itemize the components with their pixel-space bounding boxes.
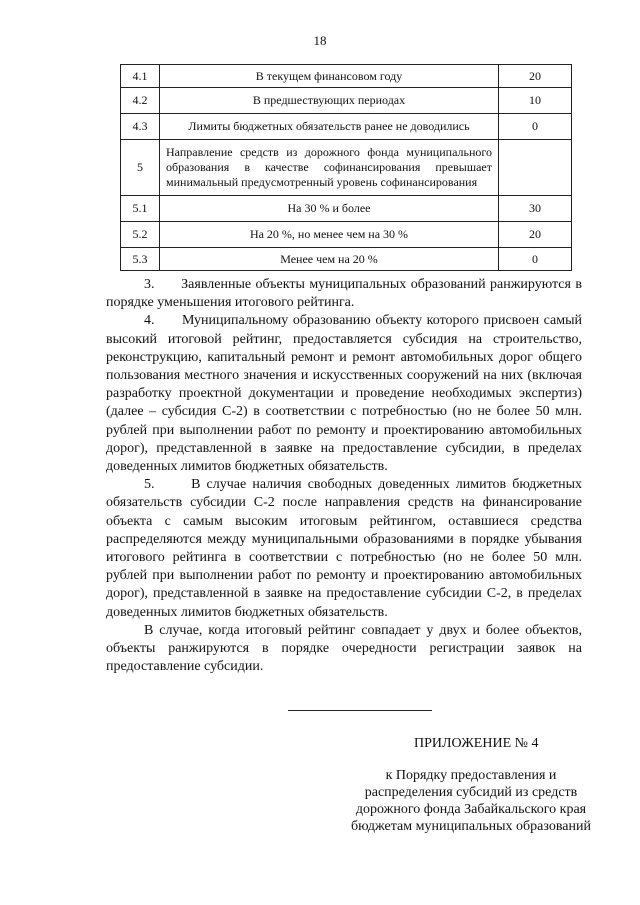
row-score: 0 (499, 248, 572, 271)
section-divider (288, 710, 432, 711)
paragraph-4: 4. Муниципальному образованию объекту которого присвоен самый высокий итоговой рейтинг, предоставляется субсидия на строительство, реконструкцию, капитальный ремонт и ремонт автомобильных дорог общего пользования местного значения и искусственных сооружений на них (включая разработку проектной документации и проведение необходимых экспертиз) (далее – субсидия С-2) в соответствии с потребностью (но не более 50 млн. рублей при выполнении работ по ремонту и проектированию автомобильных дорог), представленной в заявке на предоставление субсидии, в пределах доведенных лимитов бюджетных обязательств. (106, 313, 582, 475)
table-row (121, 222, 572, 248)
row-description: Лимиты бюджетных обязательств ранее не доводились (160, 114, 499, 140)
table-row (121, 65, 572, 88)
row-score (499, 140, 572, 196)
page-number: 18 (313, 33, 327, 48)
paragraph-5: 5. В случае наличия свободных доведенных лимитов бюджетных обязательств субсидии С-2 после направления средств на финансирование объекта с самым высоким итоговым рейтингом, оставшиеся средства распределяются между муниципальными образованиями в порядке убывания итогового рейтинга в соответствии с потребностью (но не более 50 млн. рублей при выполнении работ по ремонту и проектированию автомобильных дорог), представленной в заявке на предоставление субсидии С-2, в пределах доведенных лимитов бюджетных обязательств. (106, 477, 582, 620)
table-row (121, 248, 572, 271)
row-number: 5.1 (121, 196, 160, 222)
row-number: 5.2 (121, 222, 160, 248)
appendix-line: к Порядку предоставления и (385, 768, 557, 783)
row-description: Менее чем на 20 % (160, 248, 499, 271)
paragraph-3: 3. Заявленные объекты муниципальных образований ранжируются в порядке уменьшения итогового рейтинга. (106, 277, 582, 311)
row-description: В текущем финансовом году (160, 65, 499, 88)
table-row (121, 114, 572, 140)
row-number: 5.3 (121, 248, 160, 271)
table-row (121, 140, 572, 196)
body-text (106, 276, 582, 676)
row-score: 30 (499, 196, 572, 222)
row-description: На 20 %, но менее чем на 30 % (160, 222, 499, 248)
row-score: 20 (499, 65, 572, 88)
appendix-reference (340, 767, 602, 835)
appendix-title: ПРИЛОЖЕНИЕ № 4 (414, 736, 539, 751)
criteria-table (120, 64, 572, 271)
appendix-line: дорожного фонда Забайкальского края (355, 802, 587, 817)
appendix-line: распределения субсидий из средств (364, 785, 578, 800)
appendix-line: бюджетам муниципальных образований (351, 819, 591, 834)
table-row (121, 196, 572, 222)
row-description: На 30 % и более (160, 196, 499, 222)
row-number: 4.2 (121, 88, 160, 114)
row-description: В предшествующих периодах (160, 88, 499, 114)
table-row (121, 88, 572, 114)
row-number: 4.3 (121, 114, 160, 140)
row-score: 20 (499, 222, 572, 248)
row-score: 0 (499, 114, 572, 140)
row-score: 10 (499, 88, 572, 114)
row-number: 5 (121, 140, 160, 196)
row-number: 4.1 (121, 65, 160, 88)
row-description: Направление средств из дорожного фонда муниципального образования в качестве софинансирования превышает минимальный предусмотренный уровень софинансирования (160, 140, 499, 196)
paragraph-tie-rule: В случае, когда итоговый рейтинг совпадает у двух и более объектов, объекты ранжируются в порядке очередности регистрации заявок на предоставление субсидии. (106, 622, 582, 675)
